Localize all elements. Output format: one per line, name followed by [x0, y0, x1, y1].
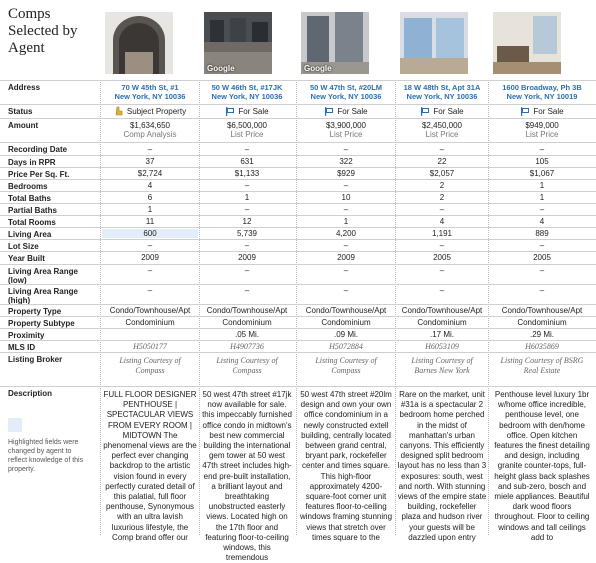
cell-range_low: – — [439, 266, 445, 275]
cell-lot: – — [439, 241, 445, 250]
status-cell — [491, 106, 593, 118]
mls-id: H5072884 — [329, 342, 363, 351]
cell-baths: 1 — [244, 193, 250, 202]
label-year: Year Built — [8, 254, 45, 263]
for-sale-sign-icon — [420, 106, 430, 116]
cell-rooms: 1 — [343, 217, 349, 226]
label-address: Address — [8, 83, 41, 92]
listing-broker: Listing Courtesy of BSRG Real Estate — [500, 356, 584, 375]
status-cell — [298, 106, 394, 118]
cell-range_high: – — [343, 286, 349, 295]
address-link[interactable] — [298, 83, 394, 101]
interior-image — [105, 12, 173, 74]
cell-partial: – — [343, 205, 349, 214]
amount-value: $1,634,650 — [129, 121, 171, 130]
for-sale-sign-icon — [520, 106, 530, 116]
cell-psub: Condominium — [321, 318, 371, 327]
hand-pointer-icon — [114, 106, 124, 116]
cell-beds: 2 — [439, 181, 445, 190]
amount-value: $6,500,000 — [226, 121, 268, 130]
cell-days: 105 — [535, 157, 549, 166]
cell-range_low: – — [147, 266, 153, 275]
cell-beds: – — [244, 181, 250, 190]
amount-type: List Price — [525, 130, 559, 139]
cell-baths: 1 — [539, 193, 545, 202]
address-link[interactable] — [102, 83, 198, 101]
highlight-legend-swatch — [8, 418, 22, 432]
label-desc: Description — [8, 389, 53, 398]
label-baths: Total Baths — [8, 194, 51, 203]
interior-image — [493, 12, 561, 74]
address-line-2: New York, NY 10036 — [114, 92, 186, 101]
mls-id: H4907736 — [230, 342, 264, 351]
cell-baths: 6 — [147, 193, 153, 202]
cell-days: 22 — [437, 157, 447, 166]
status-badge — [420, 106, 463, 116]
listing-broker: Listing Courtesy of Compass — [315, 356, 377, 375]
description-text: Rare on the market, unit #31a is a spectacular 2 bedroom home perched in the midst of manhattan's urban canyons. This efficiently designed split bedroom layout has no less than 3 exposures: south, west and north. With stunning views of the empire state building, rockefeller plaza and hudson river your guests will be dazzled upon entry — [397, 390, 487, 542]
listing-broker: Listing Courtesy of Barnes New York — [411, 356, 473, 375]
cell-living: 1,191 — [431, 229, 453, 238]
cell-lot: – — [244, 241, 250, 250]
cell-ptype: Condo/Townhouse/Apt — [109, 306, 191, 315]
page-title: Comps Selected by Agent — [8, 6, 78, 56]
cell-beds: 4 — [147, 181, 153, 190]
status-badge — [225, 106, 268, 116]
cell-living: 5,739 — [236, 229, 258, 238]
cell-prox: .29 Mi. — [529, 330, 554, 339]
amount-type: List Price — [425, 130, 459, 139]
amount-cell — [200, 121, 294, 139]
cell-ptype: Condo/Townhouse/Apt — [206, 306, 288, 315]
address-link[interactable] — [200, 83, 294, 101]
cell-baths: 2 — [439, 193, 445, 202]
cell-partial: – — [539, 205, 545, 214]
recording-date: – — [343, 145, 349, 154]
status-text: For Sale — [533, 106, 564, 116]
status-cell — [396, 106, 488, 118]
cell-lot: – — [147, 241, 153, 250]
amount-cell — [102, 121, 198, 139]
label-partial: Partial Baths — [8, 206, 57, 215]
cell-year: 2005 — [433, 253, 451, 262]
label-prox: Proximity — [8, 331, 45, 340]
address-line-1: 50 W 46th St, #17JK — [211, 83, 283, 92]
cell-rooms: 11 — [145, 217, 155, 226]
cell-living: 4,200 — [335, 229, 357, 238]
mls-id: H6053109 — [425, 342, 459, 351]
cell-psub: Condominium — [222, 318, 272, 327]
amount-value: $3,900,000 — [325, 121, 367, 130]
cell-days: 322 — [339, 157, 353, 166]
label-range_low: Living Area Range (low) — [8, 267, 78, 285]
cell-year: 2009 — [238, 253, 256, 262]
label-beds: Bedrooms — [8, 182, 48, 191]
status-text: For Sale — [337, 106, 368, 116]
listing-broker: Listing Courtesy of Compass — [216, 356, 278, 375]
cell-range_low: – — [244, 266, 250, 275]
amount-value: $949,000 — [525, 121, 559, 130]
description-text: 50 west 47th street #17jk now available for sale. this impeccably furnished office condo in midtown's best new commercial building the international gem tower at 50 west 47th street includes high-end pre-built installation, a brilliant layout and breathtaking unobstructed easterly views. Located high on the 17th floor and featuring floor-to-ceiling windows, this tremendous — [202, 390, 292, 563]
recording-date: – — [539, 145, 545, 154]
cell-living: 889 — [535, 229, 549, 238]
cell-living: 600 — [102, 229, 198, 238]
recording-date: – — [147, 145, 153, 154]
amount-type: Comp Analysis — [123, 130, 177, 139]
status-text: Subject Property — [126, 106, 187, 116]
amount-cell — [298, 121, 394, 139]
address-line-2: New York, NY 10036 — [406, 92, 478, 101]
cell-ppsf: $2,057 — [429, 169, 455, 178]
address-line-1: 18 W 48th St, Apt 31A — [403, 83, 481, 92]
cell-year: 2009 — [141, 253, 159, 262]
recording-date: – — [244, 145, 250, 154]
for-sale-sign-icon — [324, 106, 334, 116]
cell-rooms: 4 — [539, 217, 545, 226]
cell-rooms: 12 — [242, 217, 252, 226]
cell-lot: – — [343, 241, 349, 250]
google-watermark: Google — [207, 64, 235, 73]
amount-cell — [491, 121, 593, 139]
address-line-1: 50 W 47th St, #20LM — [309, 83, 383, 92]
amount-type: List Price — [230, 130, 264, 139]
address-line-2: New York, NY 10036 — [211, 92, 283, 101]
photo-comp-2 — [301, 12, 369, 74]
cell-range_high: – — [439, 286, 445, 295]
status-text: For Sale — [433, 106, 464, 116]
label-lot: Lot Size — [8, 242, 39, 251]
cell-ppsf: $929 — [337, 169, 355, 178]
photo-comp-4 — [493, 12, 561, 74]
amount-cell — [396, 121, 488, 139]
listing-broker: Listing Courtesy of Compass — [119, 356, 181, 375]
cell-days: 631 — [240, 157, 254, 166]
cell-year: 2005 — [533, 253, 551, 262]
photo-subject — [105, 12, 173, 74]
cell-ppsf: $1,133 — [234, 169, 260, 178]
amount-value: $2,450,000 — [421, 121, 463, 130]
label-amount: Amount — [8, 121, 39, 130]
label-days: Days in RPR — [8, 158, 56, 167]
cell-prox: .05 Mi. — [234, 330, 259, 339]
description-text: Penthouse level luxury 1br w/home office incredible, penthouse level, one bedroom with den/home office. Open kitchen features the finest detailing and design, including granite counter-tops, full-height glass back splashes and sub-zero, bosch and miele appliances. Beautiful dark wood floors throughout. Floor to ceiling windows and tall ceilings add to — [494, 390, 590, 542]
for-sale-sign-icon — [225, 106, 235, 116]
cell-ptype: Condo/Townhouse/Apt — [401, 306, 483, 315]
address-line-2: New York, NY 10036 — [310, 92, 382, 101]
cell-range_low: – — [539, 266, 545, 275]
address-line-2: New York, NY 10019 — [506, 92, 578, 101]
cell-prox: .17 Mi. — [429, 330, 454, 339]
cell-psub: Condominium — [417, 318, 467, 327]
label-rooms: Total Rooms — [8, 218, 56, 227]
label-recording: Recording Date — [8, 145, 68, 154]
cell-range_high: – — [244, 286, 250, 295]
photo-comp-1 — [204, 12, 272, 74]
photo-comp-3 — [400, 12, 468, 74]
label-mls: MLS ID — [8, 343, 36, 352]
label-status: Status — [8, 107, 33, 116]
cell-beds: – — [343, 181, 349, 190]
label-range_high: Living Area Range (high) — [8, 287, 78, 305]
description-text: FULL FLOOR DESIGNER PENTHOUSE | SPECTACULAR VIEWS FROM EVERY ROOM | MIDTOWN The phenomenal views are the perfect ever changing backdrop to the artistic vision found in every perfectly curated detail of this palatial, full floor penthouse, Synonymous with an ultra lavish luxurious lifestyle, the Comp brand offer our — [103, 390, 197, 542]
status-cell — [200, 106, 294, 118]
cell-ptype: Condo/Townhouse/Apt — [501, 306, 583, 315]
cell-psub: Condominium — [125, 318, 175, 327]
mls-id: H6035869 — [525, 342, 559, 351]
cell-partial: 1 — [147, 205, 153, 214]
cell-year: 2009 — [337, 253, 355, 262]
cell-ppsf: $2,724 — [137, 169, 163, 178]
address-link[interactable] — [396, 83, 488, 101]
label-ppsf: Price Per Sq. Ft. — [8, 170, 70, 179]
cell-lot: – — [539, 241, 545, 250]
cell-range_high: – — [147, 286, 153, 295]
label-psub: Property Subtype — [8, 319, 75, 328]
cell-psub: Condominium — [517, 318, 567, 327]
cell-range_low: – — [343, 266, 349, 275]
google-watermark: Google — [304, 64, 332, 73]
cell-ptype: Condo/Townhouse/Apt — [305, 306, 387, 315]
label-living: Living Area — [8, 230, 52, 239]
interior-image — [400, 12, 468, 74]
highlight-note: Highlighted fields were changed by agent to reflect knowledge of this property. — [8, 439, 84, 473]
status-badge — [324, 106, 367, 116]
amount-type: List Price — [329, 130, 363, 139]
cell-range_high: – — [539, 286, 545, 295]
cell-prox: .09 Mi. — [333, 330, 358, 339]
label-ptype: Property Type — [8, 307, 62, 316]
mls-id: H5050177 — [133, 342, 167, 351]
address-line-1: 70 W 45th St, #1 — [121, 83, 179, 92]
status-badge — [520, 106, 563, 116]
label-broker: Listing Broker — [8, 355, 63, 364]
cell-days: 37 — [145, 157, 155, 166]
address-link[interactable] — [491, 83, 593, 101]
cell-beds: 1 — [539, 181, 545, 190]
cell-partial: – — [439, 205, 445, 214]
recording-date: – — [439, 145, 445, 154]
status-cell — [102, 106, 198, 118]
description-text: 50 west 47th street #20lm design and own your own office condominium in a newly constructed extell building, centrally located between grand central, bryant park, rockefeller center and times square. This high-floor approximately 4200-square-foot corner unit features floor-to-ceiling windows framing stunning views that stretch over times square to the — [299, 390, 393, 542]
cell-baths: 10 — [341, 193, 351, 202]
status-text: For Sale — [238, 106, 269, 116]
cell-partial: – — [244, 205, 250, 214]
status-badge — [114, 106, 186, 116]
cell-ppsf: $1,067 — [529, 169, 555, 178]
address-line-1: 1600 Broadway, Ph 3B — [502, 83, 582, 92]
cell-rooms: 4 — [439, 217, 445, 226]
